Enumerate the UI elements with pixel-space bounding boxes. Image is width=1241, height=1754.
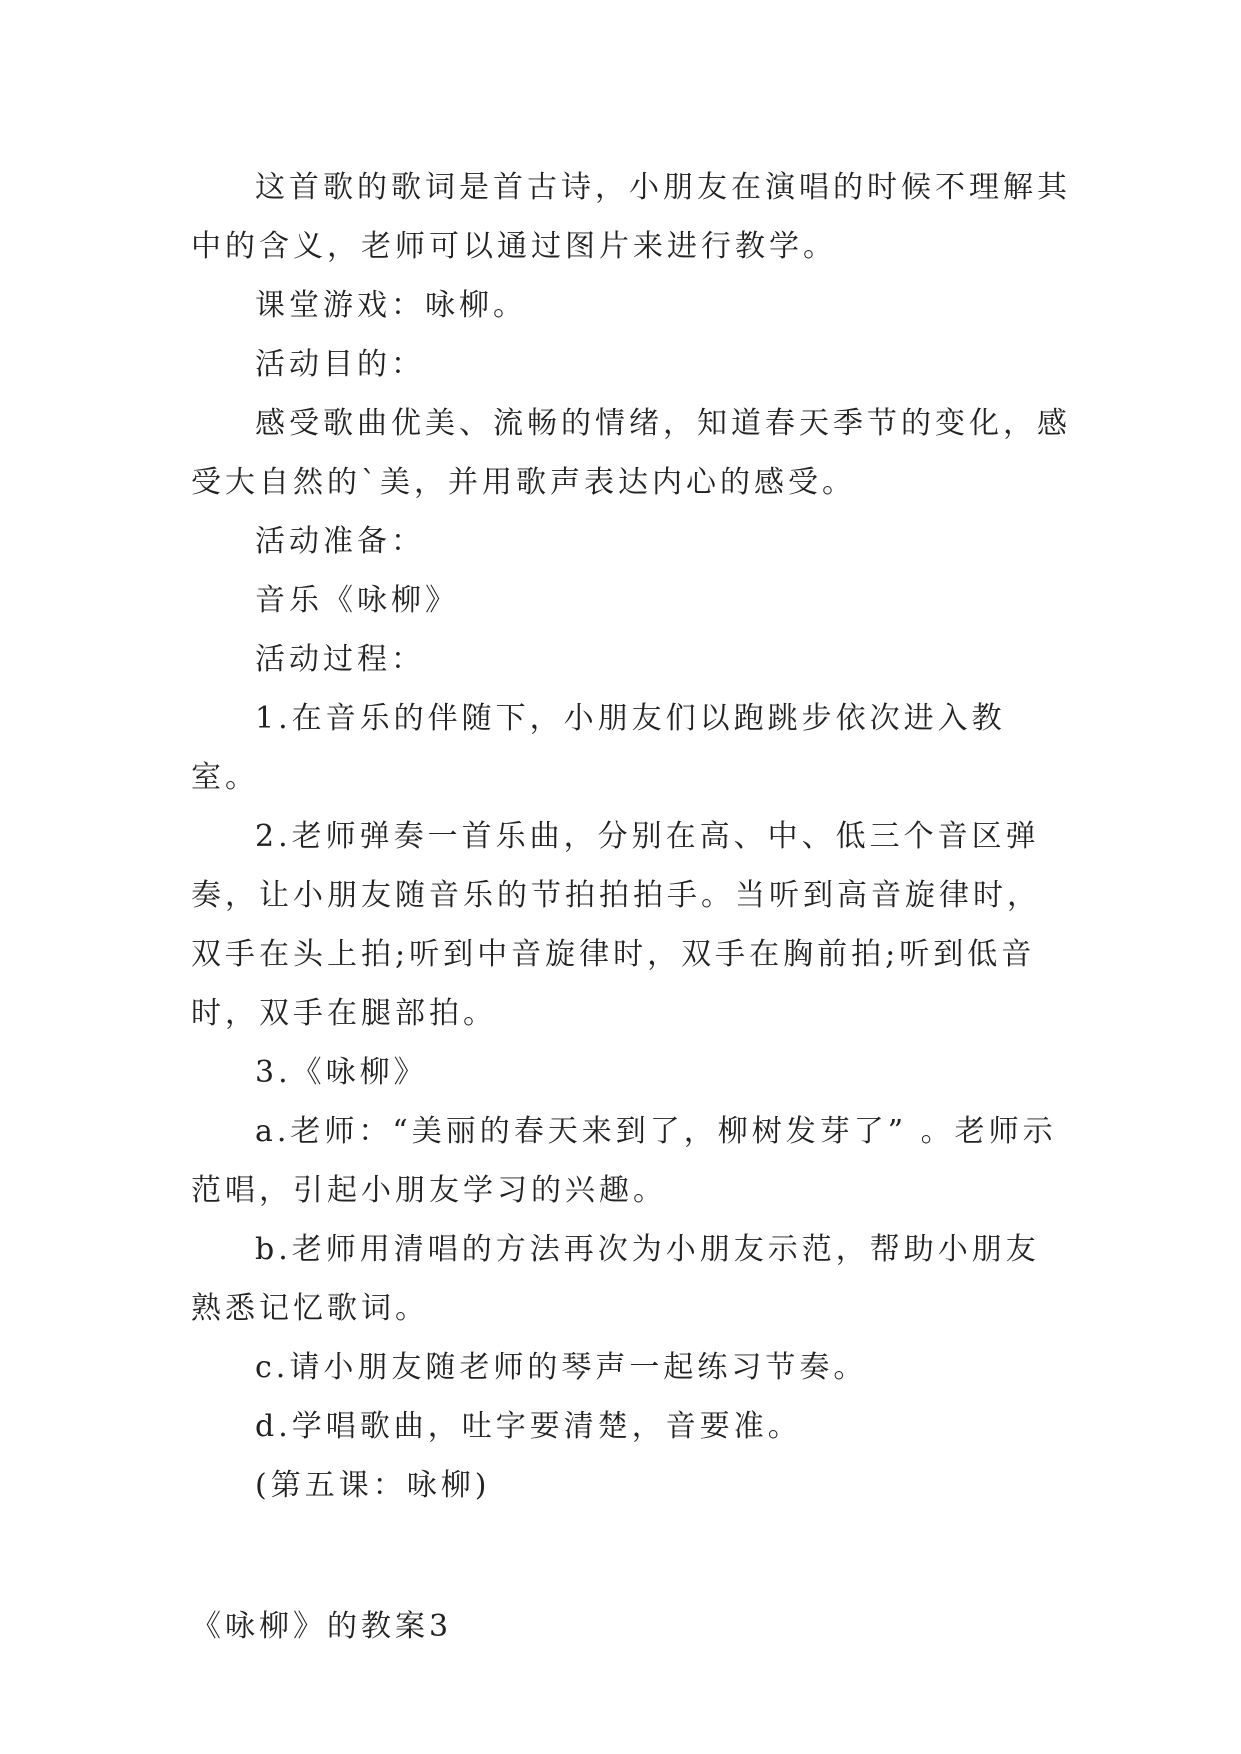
paragraph-step-3a: a.老师：“美丽的春天来到了，柳树发芽了” 。老师示范唱，引起小朋友学习的兴趣。	[191, 1114, 1057, 1208]
paragraph-step-3d: d.学唱歌曲，吐字要清楚，音要准。	[255, 1409, 802, 1444]
paragraph-step-1: 1.在音乐的伴随下，小朋友们以跑跳步依次进入教室。	[191, 701, 1006, 795]
paragraph-goal-label: 活动目的：	[255, 347, 425, 382]
paragraph-step-3c: c.请小朋友随老师的琴声一起练习节奏。	[255, 1350, 868, 1385]
section-spacer	[191, 1515, 1071, 1597]
paragraph-game-title: 课堂游戏：咏柳。	[255, 288, 527, 323]
document-body	[191, 158, 1071, 1656]
paragraph-lyrics-note: 这首歌的歌词是首古诗，小朋友在演唱的时候不理解其中的含义，老师可以通过图片来进行教学。	[191, 170, 1071, 264]
paragraph-step-2: 2.老师弹奏一首乐曲，分别在高、中、低三个音区弹奏，让小朋友随音乐的节拍拍拍手。当听到高音旋律时，双手在头上拍;听到中音旋律时，双手在胸前拍;听到低音时，双手在腿部拍。	[191, 819, 1041, 1031]
paragraph-step-3: 3.《咏柳》	[255, 1055, 428, 1090]
paragraph-prep-text: 音乐《咏柳》	[255, 583, 459, 618]
paragraph-prep-label: 活动准备：	[255, 524, 425, 559]
paragraph-process-label: 活动过程：	[255, 642, 425, 677]
section-heading: 《咏柳》的教案3	[191, 1609, 453, 1644]
paragraph-lesson-note: (第五课：咏柳)	[255, 1468, 491, 1503]
paragraph-step-3b: b.老师用清唱的方法再次为小朋友示范，帮助小朋友熟悉记忆歌词。	[191, 1232, 1040, 1326]
paragraph-goal-text: 感受歌曲优美、流畅的情绪，知道春天季节的变化，感受大自然的`美，并用歌声表达内心的感受。	[191, 406, 1071, 500]
